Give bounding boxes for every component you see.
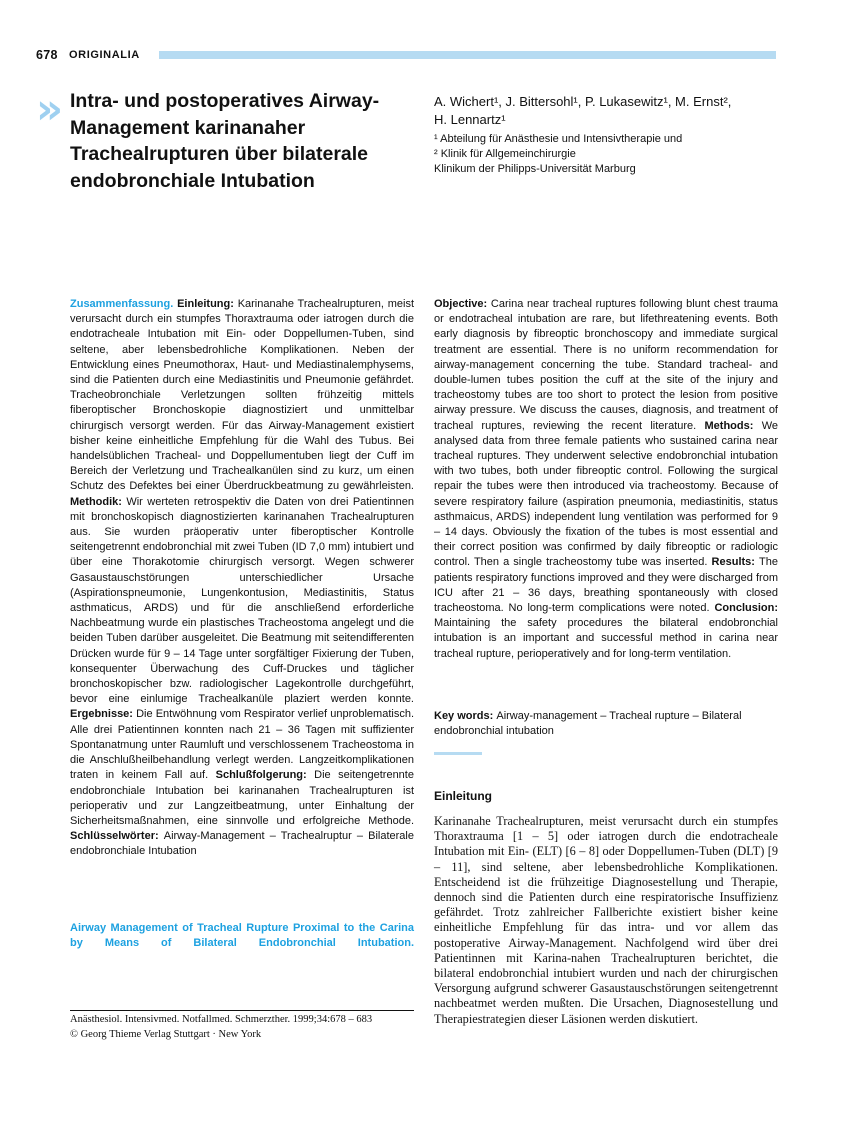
abstract-german	[70, 297, 414, 860]
einleitung-label: Einleitung:	[177, 298, 238, 310]
methodik-label: Methodik:	[70, 495, 127, 508]
methodik-text: Wir werteten retrospektiv die Daten von drei Patientinnen mit bronchoskopisch diagnostizierten karinanahen Trachealrupturen aus. Sie wurden präoperativ unter fiberoptischer Kontrolle seitengetrennt endobronchial mit zwei Tuben (ID 7,0 mm) intubiert und über eine Thorakotomie chirurgisch versorgt. Wegen schwerer Gasaustauschstörungen unterschiedlicher Ursache (Aspirationspneumonie, Lungenkontusion, Mediastinitis, Status asthmaticus, ARDS) und für die anschließend erforderliche Nachbeatmung wurde ein plastisches Tracheostoma angelegt und die beiden Tuben darüber ausgeleitet. Die Beatmung mit seitendifferenten Drücken wurde für 9 – 14 Tage unter sorgfältiger Fixierung der Tuben, konsequenter Überwachung des Cuff-Druckes und täglicher bronchoskopischer bzw. radiologischer Lagekontrolle durchgeführt, bevor eine einlumige Trachealkanüle plaziert werden konnte.	[70, 495, 415, 706]
intro-heading: Einleitung	[434, 789, 492, 803]
affiliation: ¹ Abteilung für Anästhesie und Intensivtherapie und	[434, 133, 683, 145]
footer-rule	[70, 1010, 414, 1011]
methods-label: Methods:	[704, 419, 762, 432]
citation-line: Anästhesiol. Intensivmed. Notfallmed. Schmerzther. 1999;34:678 – 683	[70, 1014, 373, 1025]
title-line: endobronchiale Intubation	[70, 169, 315, 192]
conclusion-label: Conclusion:	[714, 602, 778, 615]
keywords-label: Key words:	[434, 710, 497, 722]
author-block	[434, 93, 784, 177]
author-line: A. Wichert¹, J. Bittersohl¹, P. Lukasewitz¹, M. Ernst²,	[434, 94, 732, 109]
ergebnisse-label: Ergebnisse:	[70, 708, 137, 721]
author-list	[434, 93, 784, 129]
affiliation: ² Klinik für Allgemeinchirurgie	[434, 148, 576, 160]
article-title	[70, 88, 420, 194]
abstract-english	[434, 297, 778, 662]
affiliation: Klinikum der Philipps-Universität Marburg	[434, 163, 636, 175]
conclusion-text: Maintaining the safety procedures the bilateral endobronchial intubation is an important and successful method in carina near tracheal rupture, perioperatively and for long-term ventilation.	[434, 617, 778, 660]
page-header	[36, 48, 776, 64]
intro-body: Karinanahe Trachealrupturen, meist verursacht durch ein stumpfes Thoraxtrauma [1 – 5] oder iatrogen durch die endotracheale Intubation mit Ein- (ELT) [6 – 8] oder Doppellumen-Tuben (DLT) [9 – 11], sind seltene, aber lebensbedrohliche Komplikationen. Entscheidend ist die frühzeitige Diagnosestellung und Therapie, dennoch sind die Patienten durch eine respiratorische Insuffizienz gefährdet. Trotz zahlreicher Fallberichte existiert bisher keine einheitliche Empfehlung für das intra- und vor allem das postoperative Airway-Management. Nachfolgend wird über drei Patientinnen mit Karina-nahen Trachealrupturen berichtet, die bilateral endobronchial intubiert wurden und nach der chirurgischen Versorgung aufgrund schwerer Gasaustauschstörungen seitengetrennt nachbeatmet werden mußten. Die Ursachen, Diagnosestellung und Therapiestrategien dieser Läsionen werden diskutiert.	[434, 814, 778, 1026]
english-title: Airway Management of Tracheal Rupture Proximal to the Carina by Means of Bilateral Endobronchial Intubation.	[70, 922, 414, 950]
results-text: The patients respiratory functions improved and they were discharged from ICU after 21 – 36 days, breathing spontaneously with closed tracheostoma. No long-term complications were noted.	[434, 556, 778, 615]
section-label: ORIGINALIA	[69, 49, 140, 61]
citation-footer	[70, 1013, 414, 1042]
author-line: H. Lennartz¹	[434, 112, 506, 127]
keywords	[434, 709, 778, 739]
keywords-text: Airway-management – Tracheal rupture – Bilateral endobronchial intubation	[434, 710, 742, 738]
title-line: Intra- und postoperatives Airway-	[70, 90, 380, 112]
quote-mark-icon: »	[36, 84, 58, 133]
objective-label: Objective:	[434, 298, 491, 310]
copyright-line: © Georg Thieme Verlag Stuttgart · New York	[70, 1028, 262, 1040]
ergebnisse-text: Die Entwöhnung vom Respirator verlief unproblematisch. Alle drei Patientinnen konnten nach 21 – 36 Tagen mit suffizienter Spontanatmung unter Raumluft und verschlossenem Tracheostoma in die Anschlußheilbehandlung verlegt werden. Langzeitkomplikationen traten in keinem Fall auf.	[70, 708, 414, 782]
title-line: Trachealrupturen über bilaterale	[70, 143, 369, 165]
schlussfolgerung-text: Die seitengetrennte endobronchiale Intubation bei karinanahen Trachealrupturen ist perioperativ und zur Langzeitbeatmung, unter Einhaltung der Sicherheitsmaßnahmen, eine sinnvolle und erfolgreiche Methode.	[70, 769, 414, 827]
abstract-heading: Zusammenfassung.	[70, 298, 178, 310]
title-line: Management karinanaher	[70, 116, 306, 139]
schlussfolgerung-label: Schlußfolgerung:	[215, 769, 315, 782]
keywords-rule	[434, 752, 482, 755]
header-bar	[159, 51, 776, 59]
results-label: Results:	[711, 556, 760, 569]
methods-text: We analysed data from three female patients who sustained carina near tracheal ruptures. They underwent selective endobronchial intubation with two tubes, both under fibreoptic control. Following the surgical repair the tubes were then introduced via tracheostomy. Because of severe respiratory failure (aspiration pneumonia, mediastinitis, status asthmaicus, ARDS) independent lung ventilation was performed for 9 – 14 days. Obviously the fixation of the tubes is most essential and their correct position was confirmed by daily fibreoptic or radiologic control. Then a single tracheostomy tube was inserted.	[434, 419, 778, 569]
schluesselwoerter-label: Schlüsselwörter:	[70, 830, 164, 843]
einleitung-text: Karinanahe Trachealrupturen, meist verursacht durch ein stumpfes Thoraxtrauma oder iatrogen durch die endotracheale Intubation mit Ein- oder Doppellumen-Tuben, sind seltene, aber lebensbedrohliche Komplikationen. Neben der Entwicklung eines Pneumothorax, Haut- und Mediastinalemphysems, sind die Patienten durch eine Mediastinitis und Pneumonie gefährdet. Tracheobronchiale Verletzungen sollten frühzeitig mittels fiberoptischer Bronchoskopie diagnostiziert und unmittelbar chirurgisch versorgt werden. Für das Airway-Management existiert bisher keine einheitliche Empfehlung für die Wahl des Tubus. Bei handelsüblichen Tracheal- und Doppellumentuben liegt der Cuff im Bereich der Verletzung und Trachealkanülen sind zu kurz, um einen Schutz des Defektes bei einer Überdruckbeatmung zu gewährleisten.	[70, 298, 414, 493]
schluesselwoerter-text: Airway-Management – Trachealruptur – Bilaterale endobronchiale Intubation	[70, 830, 414, 858]
page-number: 678	[36, 48, 58, 62]
objective-text: Carina near tracheal ruptures following blunt chest trauma or endotracheal intubation are rare, but lifethreatening events. Both early diagnosis by fibreoptic bronchoscopy and immediate surgical treatment are essential. There is no uniform recommendation for airway-management concerning the tube. Standard tracheal- and double-lumen tubes position the cuff at the site of the injury and tracheostomy tubes are too short to protect the lesion from positive airway pressure. We discuss the causes, diagnosis, and treatment of tracheal ruptures, reviewing the recent literature.	[434, 298, 778, 432]
